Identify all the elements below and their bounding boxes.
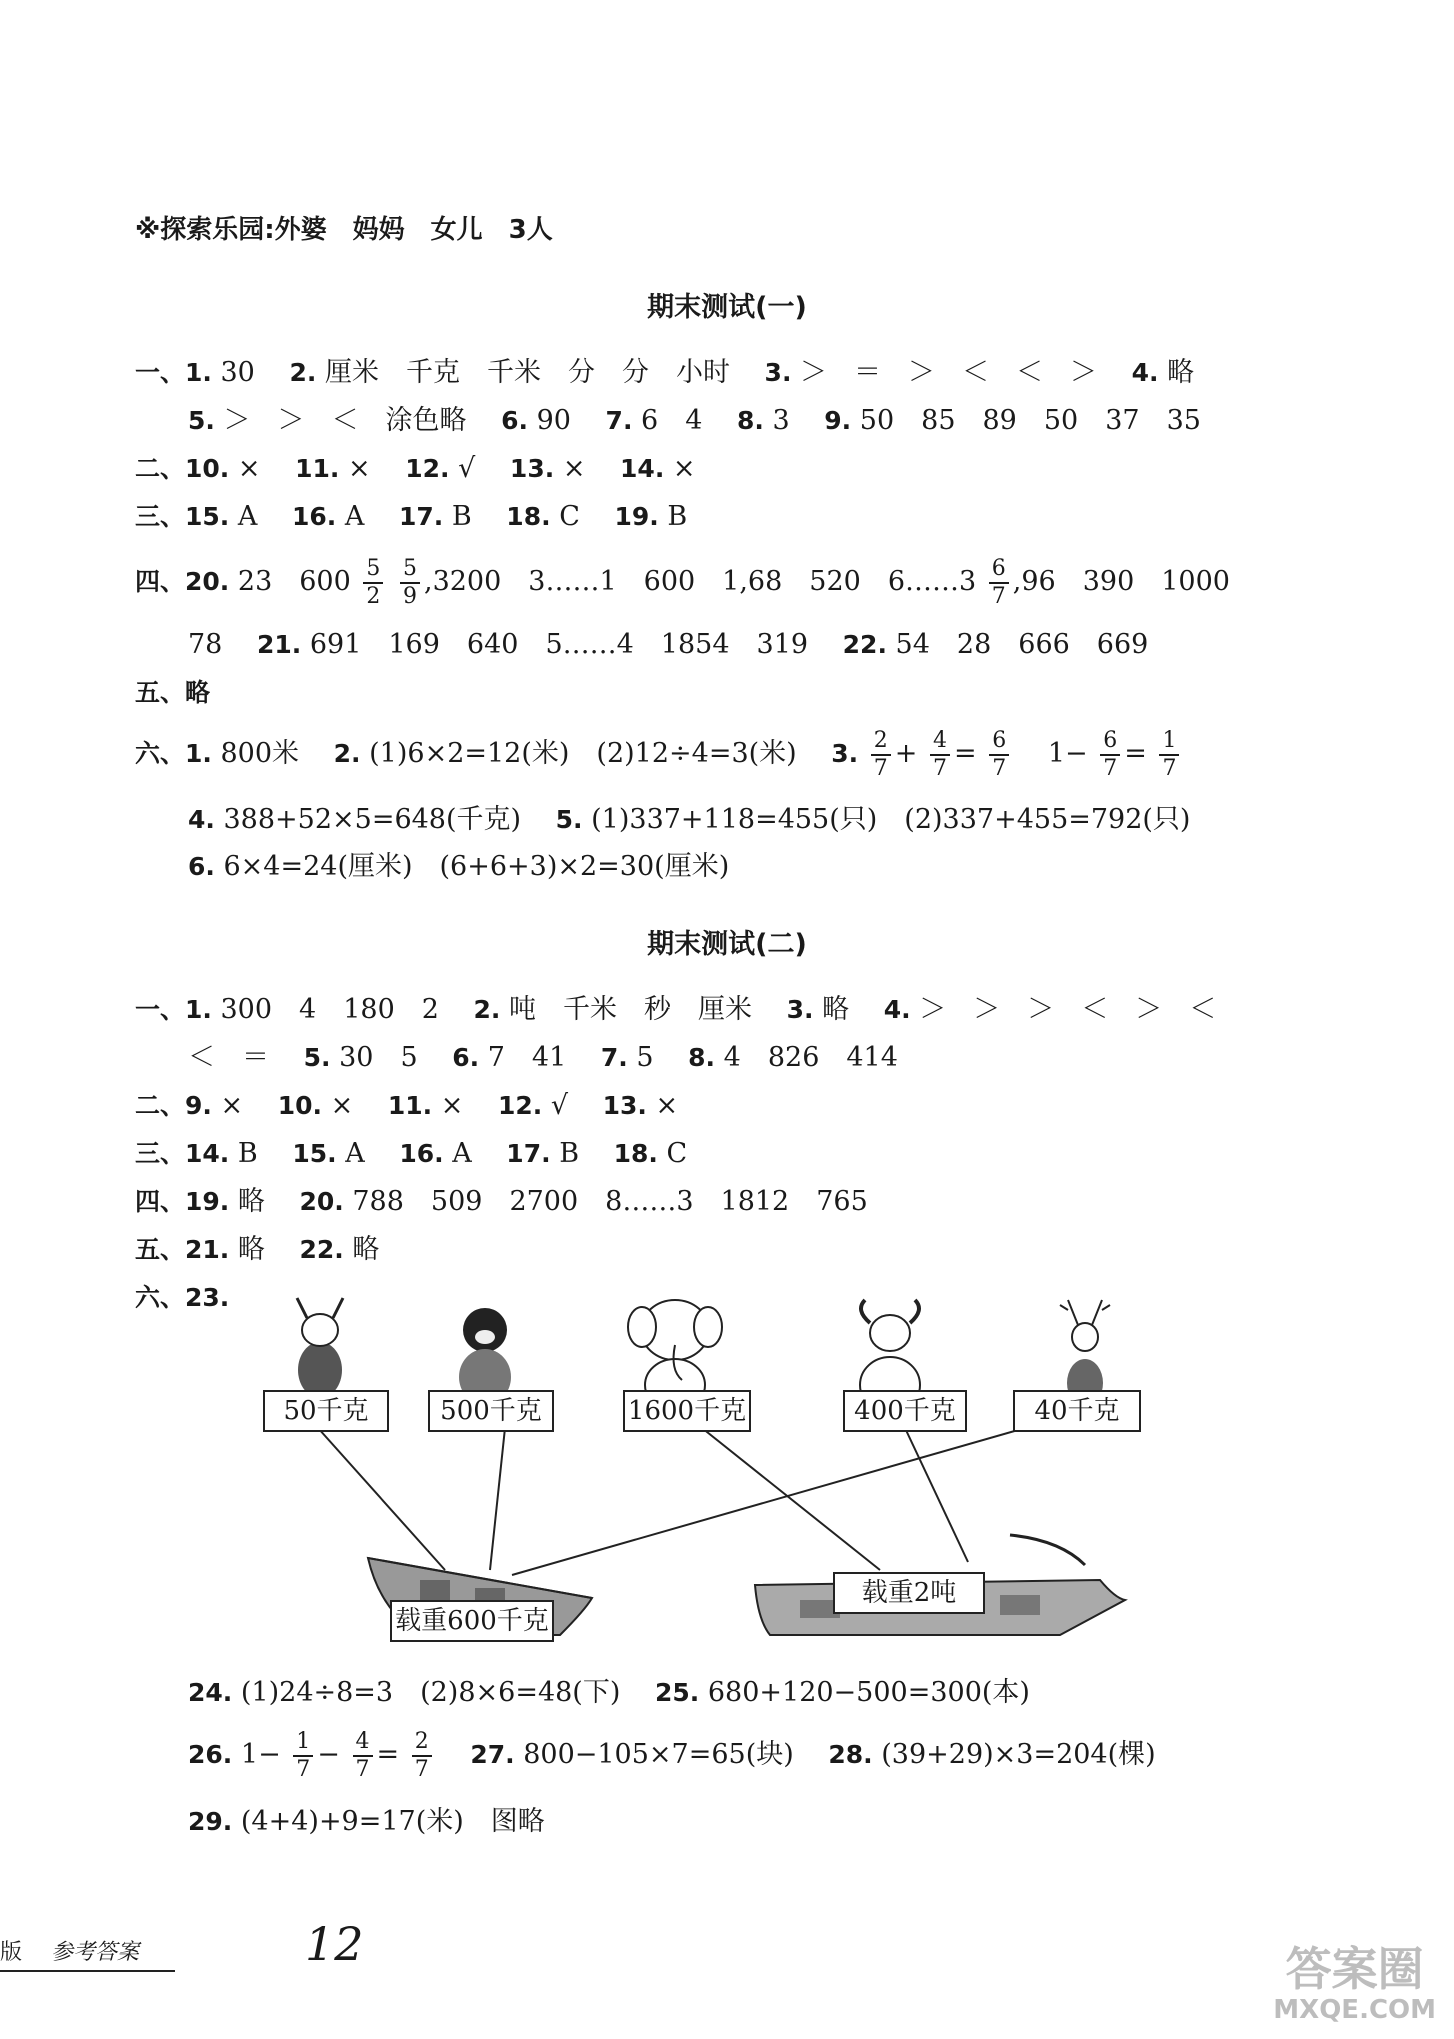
t2-line-4: 三、14. B 15. A 16. A 17. B 18. C [135,1138,688,1169]
t2-line-24: 24. (1)24÷8=3 (2)8×6=48(下) 25. 680+120−500=300(本) [188,1677,1030,1708]
connection-lines [318,1428,1025,1575]
weight-box-50kg: 50千克 [263,1390,389,1432]
t2-line-2: ＜ ＝ 5. 30 5 6. 7 41 7. 5 8. 4 826 414 [188,1042,898,1073]
t2-line-1: 一、1. 300 4 180 2 2. 吨 千米 秒 厘米 3. 略 4. ＞ ＞ ＞ ＜ ＞ ＜ [135,994,1217,1025]
footer-edition: 版 [0,1940,23,1965]
t1-line-3: 二、10. × 11. × 12. √ 13. × 14. × [135,453,696,484]
t2-line-6: 五、21. 略 22. 略 [135,1234,380,1265]
weight-box-500kg: 500千克 [428,1390,554,1432]
t2-line-26: 26. 1− $\frac{1}{7}$ − $\frac{4}{7}$ = $\frac{2}{7}$ 27. 800−105×7=65(块) 28. (39+29)×3=204(棵) [188,1728,1156,1782]
t1-line-7: 五、略 [135,678,211,707]
explore-line: ※探索乐园:外婆 妈妈 女儿 3人 [135,215,553,245]
t1-line-9: 4. 388+52×5=648(千克) 5. (1)337+118=455(只) (2)337+455=792(只) [188,804,1191,835]
t2-line-7: 六、23. [135,1283,230,1312]
weight-box-400kg: 400千克 [843,1390,967,1432]
t1-line-5: 四、20. 23 600 $\frac{5}{2}$ $\frac{5}{9}$ ,3200 3……1 600 1,68 520 6……3 $\frac{6}{7}$ ,96 390 1000 [135,555,1230,609]
footer-label: 参考答案 [51,1940,140,1965]
t1-line-2: 5. ＞ ＞ ＜ 涂色略 6. 90 7. 6 4 8. 3 9. 50 85 89 50 37 35 [188,405,1201,436]
watermark-url: MXQE.COM [1273,1995,1436,2025]
page-number: 12 [305,1917,364,1971]
matching-illustration [0,1280,1454,1650]
watermark [1273,1943,1436,2025]
t1-line-4: 三、15. A 16. A 17. B 18. C 19. B [135,501,688,532]
t1-line-10: 6. 6×4=24(厘米) (6+6+3)×2=30(厘米) [188,851,730,882]
t1-line-6: 78 21. 691 169 640 5……4 1854 319 22. 54 28 666 669 [188,629,1149,660]
boat-capacity-2t: 载重2吨 [833,1572,985,1614]
weight-box-40kg: 40千克 [1013,1390,1141,1432]
test1-title: 期末测试(一) [647,292,807,323]
weight-box-1600kg: 1600千克 [623,1390,751,1432]
t2-line-3: 二、9. × 10. × 11. × 12. √ 13. × [135,1090,679,1121]
t1-line-8: 六、1. 800米 2. (1)6×2=12(米) (2)12÷4=3(米) 3. $\frac{2}{7}$ + $\frac{4}{7}$ = $\frac{6}{7}$ 1− $\frac{6}{7}$ = $\frac{1}{7}$ [135,724,1183,784]
boat-capacity-600kg: 载重600千克 [390,1600,554,1642]
watermark-logo: 答案圈 [1285,1942,1424,1996]
t2-line-29: 29. (4+4)+9=17(米) 图略 [188,1806,545,1837]
test2-title: 期末测试(二) [647,929,807,960]
t1-line-1: 一、1. 30 2. 厘米 千克 千米 分 分 小时 3. ＞ ＝ ＞ ＜ ＜ ＞ 4. 略 [135,357,1195,388]
t2-line-5: 四、19. 略 20. 788 509 2700 8……3 1812 765 [135,1186,868,1217]
